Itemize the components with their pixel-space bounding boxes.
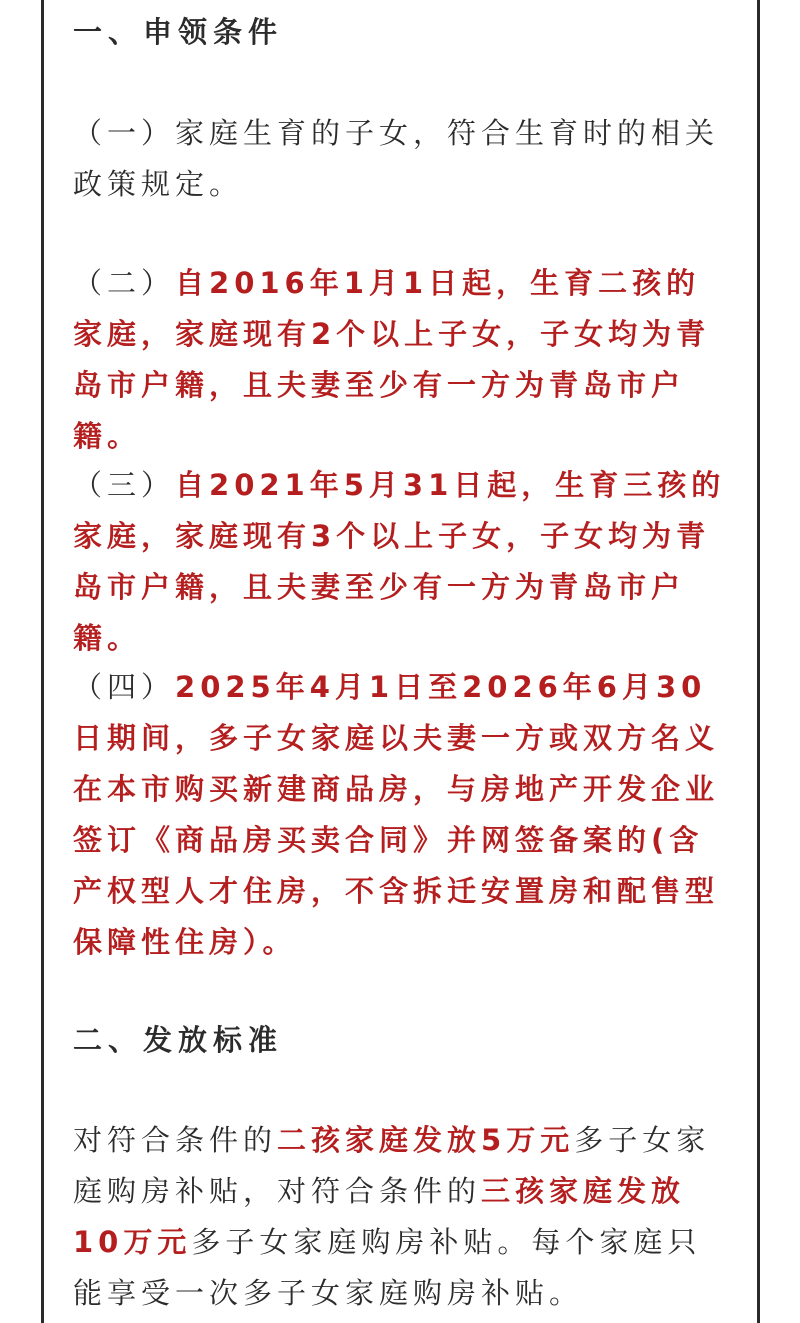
condition-item-4 xyxy=(73,662,728,968)
condition-label: （一） xyxy=(73,116,176,150)
right-border xyxy=(757,0,760,1323)
condition-item-2 xyxy=(73,258,728,462)
condition-label: （二） xyxy=(73,266,176,300)
left-border xyxy=(41,0,44,1323)
condition-text-highlight: 自2016年1月1日起，生育二孩的家庭，家庭现有2个以上子女，子女均为青岛市户籍，且夫妻至少有一方为青岛市户籍。 xyxy=(73,266,711,453)
condition-label: （三） xyxy=(73,468,176,502)
condition-item-1 xyxy=(73,108,728,210)
standard-text: 多子女家庭购房补贴，对符合条件的 xyxy=(73,1123,711,1208)
condition-text: 家庭生育的子女，符合生育时的相关政策规定。 xyxy=(73,116,720,201)
standard-text: 多子女家庭购房补贴。每个家庭只能享受一次多子女家庭购房补贴。 xyxy=(73,1225,702,1310)
section-heading-standards: 二、发放标准 xyxy=(73,1023,284,1057)
subsidy-highlight-two-child: 二孩家庭发放5万元 xyxy=(277,1123,575,1157)
standard-paragraph xyxy=(73,1115,728,1319)
section-heading-conditions: 一、申领条件 xyxy=(73,15,284,49)
condition-item-3 xyxy=(73,460,728,664)
standard-text: 对符合条件的 xyxy=(73,1123,278,1157)
subsidy-highlight-three-child: 三孩家庭发放10万元 xyxy=(73,1174,686,1259)
condition-text-highlight: 自2021年5月31日起，生育三孩的家庭，家庭现有3个以上子女，子女均为青岛市户籍，且夫妻至少有一方为青岛市户籍。 xyxy=(73,468,726,655)
condition-text-highlight: 2025年4月1日至2026年6月30日期间，多子女家庭以夫妻一方或双方名义在本市购买新建商品房，与房地产开发企业签订《商品房买卖合同》并网签备案的(含产权型人才住房，不含拆迁安置房和配售型保障性住房）。 xyxy=(73,670,720,959)
condition-label: （四） xyxy=(73,670,176,704)
